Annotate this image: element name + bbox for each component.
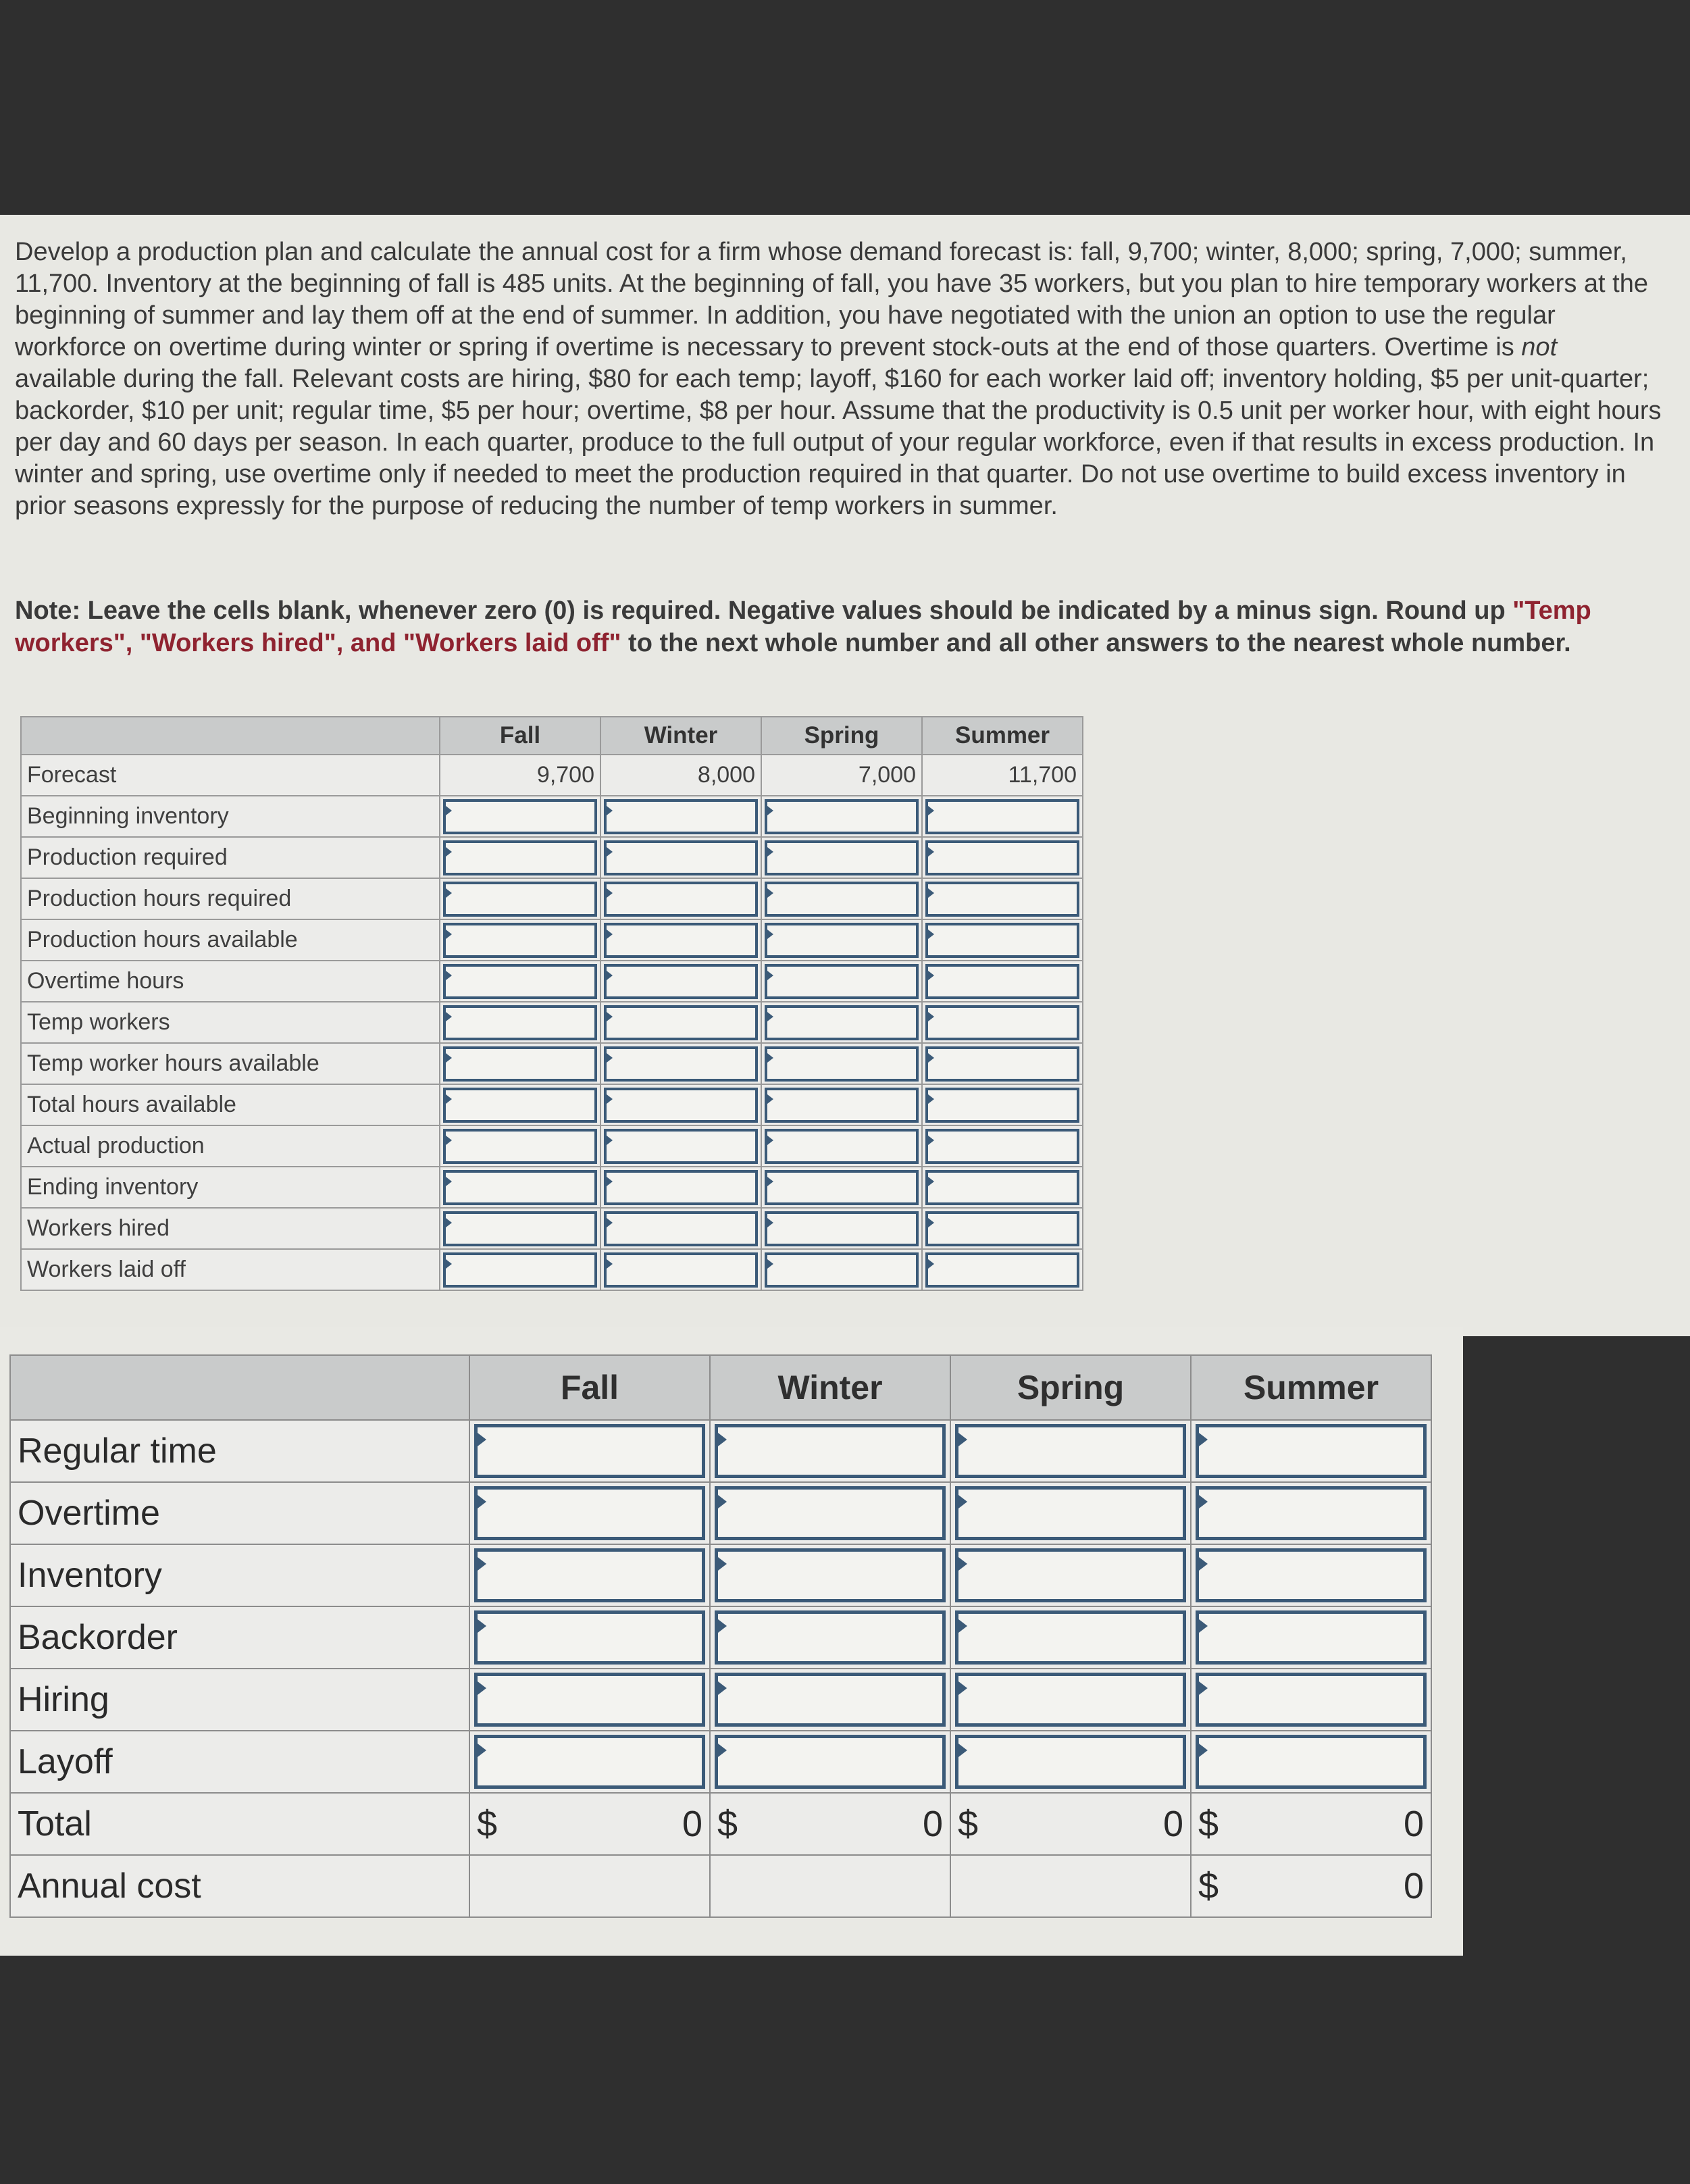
plan-cell-total-hours-available-fall (440, 1084, 600, 1125)
plan-row-overtime-hours (21, 961, 1083, 1002)
plan-cell-production-hours-required-spring (761, 878, 922, 919)
plan-col-spring: Spring (761, 717, 922, 755)
plan-row-temp-workers (21, 1002, 1083, 1043)
temp-workers-spring-input[interactable] (765, 1005, 919, 1040)
instructions-note: Note: Leave the cells blank, whenever zero (0) is required. Negative values should be indicated by a minus sign. Round up "Temp workers", "Workers hired", and "Workers laid off" to the next whole number and all other answers to the nearest whole number. (15, 596, 1591, 657)
ending-inventory-spring-input[interactable] (765, 1170, 919, 1205)
row-label-production-hours-required: Production hours required (21, 878, 440, 919)
plan-cell-workers-hired-spring (761, 1208, 922, 1249)
cost-cell-inventory-fall (469, 1544, 710, 1606)
production-required-fall-input[interactable] (443, 840, 597, 875)
annual-cost-row (10, 1855, 1431, 1917)
row-label-regular-time: Regular time (10, 1420, 469, 1482)
hiring-cost-fall-input[interactable] (474, 1673, 705, 1727)
cost-cell-regular-time-winter (710, 1420, 950, 1482)
workers-laid-off-fall-input[interactable] (443, 1252, 597, 1288)
row-label-workers-laid-off: Workers laid off (21, 1249, 440, 1290)
annual-empty-fall (469, 1855, 710, 1917)
temp-worker-hours-available-summer-input[interactable] (925, 1046, 1079, 1082)
backorder-cost-summer-input[interactable] (1196, 1610, 1427, 1665)
total-summer (1191, 1793, 1431, 1855)
production-hours-required-winter-input[interactable] (604, 882, 758, 917)
total-hours-available-spring-input[interactable] (765, 1088, 919, 1123)
beginning-inventory-spring-input[interactable] (765, 799, 919, 834)
production-required-summer-input[interactable] (925, 840, 1079, 875)
workers-laid-off-spring-input[interactable] (765, 1252, 919, 1288)
production-hours-available-fall-input[interactable] (443, 923, 597, 958)
actual-production-winter-input[interactable] (604, 1129, 758, 1164)
total-fall-value: 0 (682, 1804, 702, 1844)
cost-cell-overtime-fall (469, 1482, 710, 1544)
plan-cell-production-required-summer (922, 837, 1083, 878)
cost-cell-layoff-summer (1191, 1731, 1431, 1793)
cost-cell-hiring-spring (950, 1669, 1191, 1731)
workers-hired-fall-input[interactable] (443, 1211, 597, 1246)
temp-workers-winter-input[interactable] (604, 1005, 758, 1040)
plan-cell-production-hours-required-summer (922, 878, 1083, 919)
plan-cell-ending-inventory-winter (600, 1167, 761, 1208)
plan-cell-total-hours-available-summer (922, 1084, 1083, 1125)
hiring-cost-summer-input[interactable] (1196, 1673, 1427, 1727)
plan-cell-workers-laid-off-fall (440, 1249, 600, 1290)
plan-cell-temp-worker-hours-available-summer (922, 1043, 1083, 1084)
plan-cell-production-required-winter (600, 837, 761, 878)
backorder-cost-fall-input[interactable] (474, 1610, 705, 1665)
plan-cell-production-required-spring (761, 837, 922, 878)
layoff-cost-summer-input[interactable] (1196, 1735, 1427, 1789)
plan-row-actual-production (21, 1125, 1083, 1167)
beginning-inventory-winter-input[interactable] (604, 799, 758, 834)
currency-symbol: $ (1198, 1804, 1219, 1844)
row-label-beginning-inventory: Beginning inventory (21, 796, 440, 837)
plan-cell-production-hours-available-spring (761, 919, 922, 961)
cost-cell-backorder-spring (950, 1606, 1191, 1669)
row-label-temp-workers: Temp workers (21, 1002, 440, 1043)
plan-cell-overtime-hours-winter (600, 961, 761, 1002)
plan-cell-beginning-inventory-fall (440, 796, 600, 837)
plan-row-production-hours-required (21, 878, 1083, 919)
plan-cell-overtime-hours-spring (761, 961, 922, 1002)
row-label-workers-hired: Workers hired (21, 1208, 440, 1249)
plan-cell-temp-workers-spring (761, 1002, 922, 1043)
workers-hired-winter-input[interactable] (604, 1211, 758, 1246)
beginning-inventory-summer-input[interactable] (925, 799, 1079, 834)
total-summer-value: 0 (1403, 1804, 1424, 1844)
temp-worker-hours-available-winter-input[interactable] (604, 1046, 758, 1082)
overtime-hours-fall-input[interactable] (443, 964, 597, 999)
overtime-hours-summer-input[interactable] (925, 964, 1079, 999)
hiring-cost-spring-input[interactable] (955, 1673, 1186, 1727)
plan-cell-temp-worker-hours-available-spring (761, 1043, 922, 1084)
production-hours-available-summer-input[interactable] (925, 923, 1079, 958)
cost-cell-overtime-summer (1191, 1482, 1431, 1544)
regular-time-cost-fall-input[interactable] (474, 1424, 705, 1478)
regular-time-cost-spring-input[interactable] (955, 1424, 1186, 1478)
plan-cell-production-hours-required-fall (440, 878, 600, 919)
row-label-forecast: Forecast (21, 755, 440, 796)
plan-row-temp-worker-hours-available (21, 1043, 1083, 1084)
cost-cell-hiring-summer (1191, 1669, 1431, 1731)
backorder-cost-spring-input[interactable] (955, 1610, 1186, 1665)
inventory-cost-fall-input[interactable] (474, 1548, 705, 1602)
plan-cell-workers-laid-off-spring (761, 1249, 922, 1290)
plan-row-beginning-inventory (21, 796, 1083, 837)
plan-col-winter: Winter (600, 717, 761, 755)
total-row (10, 1793, 1431, 1855)
layoff-cost-fall-input[interactable] (474, 1735, 705, 1789)
row-label-backorder: Backorder (10, 1606, 469, 1669)
total-hours-available-fall-input[interactable] (443, 1088, 597, 1123)
forecast-winter: 8,000 (600, 755, 761, 796)
row-label-overtime-hours: Overtime hours (21, 961, 440, 1002)
cost-cell-inventory-winter (710, 1544, 950, 1606)
cost-cell-regular-time-summer (1191, 1420, 1431, 1482)
currency-symbol: $ (1198, 1866, 1219, 1906)
ending-inventory-summer-input[interactable] (925, 1170, 1079, 1205)
row-label-total: Total (10, 1793, 469, 1855)
workers-hired-spring-input[interactable] (765, 1211, 919, 1246)
cost-cell-backorder-fall (469, 1606, 710, 1669)
plan-cell-workers-hired-summer (922, 1208, 1083, 1249)
row-label-layoff: Layoff (10, 1731, 469, 1793)
cost-row-regular-time (10, 1420, 1431, 1482)
plan-cell-actual-production-summer (922, 1125, 1083, 1167)
temp-worker-hours-available-spring-input[interactable] (765, 1046, 919, 1082)
plan-header-row (21, 717, 1083, 755)
cost-cell-overtime-winter (710, 1482, 950, 1544)
plan-row-workers-hired (21, 1208, 1083, 1249)
plan-cell-ending-inventory-summer (922, 1167, 1083, 1208)
overtime-hours-spring-input[interactable] (765, 964, 919, 999)
plan-cell-production-required-fall (440, 837, 600, 878)
row-label-production-hours-available: Production hours available (21, 919, 440, 961)
row-label-actual-production: Actual production (21, 1125, 440, 1167)
total-spring (950, 1793, 1191, 1855)
production-hours-required-spring-input[interactable] (765, 882, 919, 917)
forecast-summer: 11,700 (922, 755, 1083, 796)
cost-cell-hiring-fall (469, 1669, 710, 1731)
plan-cell-actual-production-spring (761, 1125, 922, 1167)
currency-symbol: $ (477, 1804, 498, 1844)
total-fall (469, 1793, 710, 1855)
inventory-cost-spring-input[interactable] (955, 1548, 1186, 1602)
plan-cell-production-hours-available-summer (922, 919, 1083, 961)
plan-cell-temp-workers-fall (440, 1002, 600, 1043)
plan-cell-beginning-inventory-winter (600, 796, 761, 837)
plan-cell-overtime-hours-fall (440, 961, 600, 1002)
overtime-cost-fall-input[interactable] (474, 1486, 705, 1540)
actual-production-fall-input[interactable] (443, 1129, 597, 1164)
plan-cell-production-hours-available-winter (600, 919, 761, 961)
plan-cell-temp-workers-summer (922, 1002, 1083, 1043)
workers-laid-off-summer-input[interactable] (925, 1252, 1079, 1288)
annual-cost-cell (1191, 1855, 1431, 1917)
actual-production-spring-input[interactable] (765, 1129, 919, 1164)
production-plan-table (20, 716, 1083, 1291)
beginning-inventory-fall-input[interactable] (443, 799, 597, 834)
cost-header-blank (10, 1355, 469, 1420)
cost-cell-inventory-summer (1191, 1544, 1431, 1606)
plan-col-summer: Summer (922, 717, 1083, 755)
production-hours-available-winter-input[interactable] (604, 923, 758, 958)
annual-cost-value: 0 (1403, 1866, 1424, 1906)
plan-cell-temp-workers-winter (600, 1002, 761, 1043)
total-winter (710, 1793, 950, 1855)
row-label-inventory: Inventory (10, 1544, 469, 1606)
cost-cell-regular-time-spring (950, 1420, 1191, 1482)
overtime-cost-summer-input[interactable] (1196, 1486, 1427, 1540)
plan-cell-production-hours-available-fall (440, 919, 600, 961)
plan-cell-beginning-inventory-spring (761, 796, 922, 837)
inventory-cost-summer-input[interactable] (1196, 1548, 1427, 1602)
workers-laid-off-winter-input[interactable] (604, 1252, 758, 1288)
cost-row-layoff (10, 1731, 1431, 1793)
row-label-overtime: Overtime (10, 1482, 469, 1544)
workers-hired-summer-input[interactable] (925, 1211, 1079, 1246)
inventory-cost-winter-input[interactable] (715, 1548, 946, 1602)
plan-cell-ending-inventory-fall (440, 1167, 600, 1208)
problem-statement: Develop a production plan and calculate the annual cost for a firm whose demand forecast is: fall, 9,700; winter, 8,000; spring, 7,000; summer, 11,700. Inventory at the beginning of fall is 485 units. At the beginning of fall, you have 35 workers, but you plan to hire temporary workers at the beginning of summer and lay them off at the end of summer. In addition, you have negotiated with the union an option to use the regular workforce on overtime during winter or spring if overtime is necessary to prevent stock-outs at the end of those quarters. Overtime is not available during the fall. Relevant costs are hiring, $80 for each temp; layoff, $160 for each worker laid off; inventory holding, $5 per unit-quarter; backorder, $10 per unit; regular time, $5 per hour; overtime, $8 per hour. Assume that the productivity is 0.5 unit per worker hour, with eight hours per day and 60 days per season. In each quarter, produce to the full output of your regular workforce, even if that results in excess production. In winter and spring, use overtime only if needed to meet the production required in that quarter. Do not use overtime to build excess inventory in prior seasons expressly for the purpose of reducing the number of temp workers in summer. (15, 238, 1662, 520)
cost-cell-layoff-winter (710, 1731, 950, 1793)
production-required-winter-input[interactable] (604, 840, 758, 875)
ending-inventory-winter-input[interactable] (604, 1170, 758, 1205)
currency-symbol: $ (958, 1804, 979, 1844)
plan-row-workers-laid-off (21, 1249, 1083, 1290)
plan-cell-temp-worker-hours-available-fall (440, 1043, 600, 1084)
total-hours-available-summer-input[interactable] (925, 1088, 1079, 1123)
production-required-spring-input[interactable] (765, 840, 919, 875)
actual-production-summer-input[interactable] (925, 1129, 1079, 1164)
plan-cell-actual-production-winter (600, 1125, 761, 1167)
backorder-cost-winter-input[interactable] (715, 1610, 946, 1665)
plan-col-fall: Fall (440, 717, 600, 755)
cost-cell-backorder-winter (710, 1606, 950, 1669)
forecast-fall: 9,700 (440, 755, 600, 796)
plan-cell-actual-production-fall (440, 1125, 600, 1167)
plan-header-blank (21, 717, 440, 755)
temp-worker-hours-available-fall-input[interactable] (443, 1046, 597, 1082)
plan-cell-workers-laid-off-summer (922, 1249, 1083, 1290)
overtime-cost-spring-input[interactable] (955, 1486, 1186, 1540)
cost-col-winter: Winter (710, 1355, 950, 1420)
layoff-cost-spring-input[interactable] (955, 1735, 1186, 1789)
row-label-total-hours-available: Total hours available (21, 1084, 440, 1125)
cost-table (9, 1354, 1432, 1918)
total-winter-value: 0 (922, 1804, 943, 1844)
temp-workers-summer-input[interactable] (925, 1005, 1079, 1040)
plan-cell-workers-hired-winter (600, 1208, 761, 1249)
cost-cell-backorder-summer (1191, 1606, 1431, 1669)
cost-row-overtime (10, 1482, 1431, 1544)
cost-cell-hiring-winter (710, 1669, 950, 1731)
cost-col-spring: Spring (950, 1355, 1191, 1420)
cost-col-fall: Fall (469, 1355, 710, 1420)
plan-cell-temp-worker-hours-available-winter (600, 1043, 761, 1084)
row-label-hiring: Hiring (10, 1669, 469, 1731)
cost-cell-layoff-fall (469, 1731, 710, 1793)
regular-time-cost-summer-input[interactable] (1196, 1424, 1427, 1478)
plan-row-production-required (21, 837, 1083, 878)
cost-cell-overtime-spring (950, 1482, 1191, 1544)
annual-empty-spring (950, 1855, 1191, 1917)
plan-cell-production-hours-required-winter (600, 878, 761, 919)
temp-workers-fall-input[interactable] (443, 1005, 597, 1040)
total-hours-available-winter-input[interactable] (604, 1088, 758, 1123)
cost-row-hiring (10, 1669, 1431, 1731)
currency-symbol: $ (717, 1804, 738, 1844)
plan-cell-workers-hired-fall (440, 1208, 600, 1249)
overtime-hours-winter-input[interactable] (604, 964, 758, 999)
plan-cell-ending-inventory-spring (761, 1167, 922, 1208)
row-label-production-required: Production required (21, 837, 440, 878)
forecast-spring: 7,000 (761, 755, 922, 796)
cost-header-row (10, 1355, 1431, 1420)
production-hours-required-fall-input[interactable] (443, 882, 597, 917)
plan-cell-workers-laid-off-winter (600, 1249, 761, 1290)
row-label-annual-cost: Annual cost (10, 1855, 469, 1917)
cost-cell-inventory-spring (950, 1544, 1191, 1606)
cost-row-inventory (10, 1544, 1431, 1606)
production-hours-available-spring-input[interactable] (765, 923, 919, 958)
regular-time-cost-winter-input[interactable] (715, 1424, 946, 1478)
cost-col-summer: Summer (1191, 1355, 1431, 1420)
plan-row-ending-inventory (21, 1167, 1083, 1208)
ending-inventory-fall-input[interactable] (443, 1170, 597, 1205)
plan-cell-total-hours-available-winter (600, 1084, 761, 1125)
layoff-cost-winter-input[interactable] (715, 1735, 946, 1789)
hiring-cost-winter-input[interactable] (715, 1673, 946, 1727)
row-label-ending-inventory: Ending inventory (21, 1167, 440, 1208)
cost-row-backorder (10, 1606, 1431, 1669)
production-hours-required-summer-input[interactable] (925, 882, 1079, 917)
cost-cell-regular-time-fall (469, 1420, 710, 1482)
plan-cell-beginning-inventory-summer (922, 796, 1083, 837)
plan-cell-total-hours-available-spring (761, 1084, 922, 1125)
plan-cell-overtime-hours-summer (922, 961, 1083, 1002)
annual-empty-winter (710, 1855, 950, 1917)
plan-row-production-hours-available (21, 919, 1083, 961)
cost-cell-layoff-spring (950, 1731, 1191, 1793)
total-spring-value: 0 (1162, 1804, 1183, 1844)
plan-row-total-hours-available (21, 1084, 1083, 1125)
row-label-temp-worker-hours-available: Temp worker hours available (21, 1043, 440, 1084)
forecast-row (21, 755, 1083, 796)
overtime-cost-winter-input[interactable] (715, 1486, 946, 1540)
